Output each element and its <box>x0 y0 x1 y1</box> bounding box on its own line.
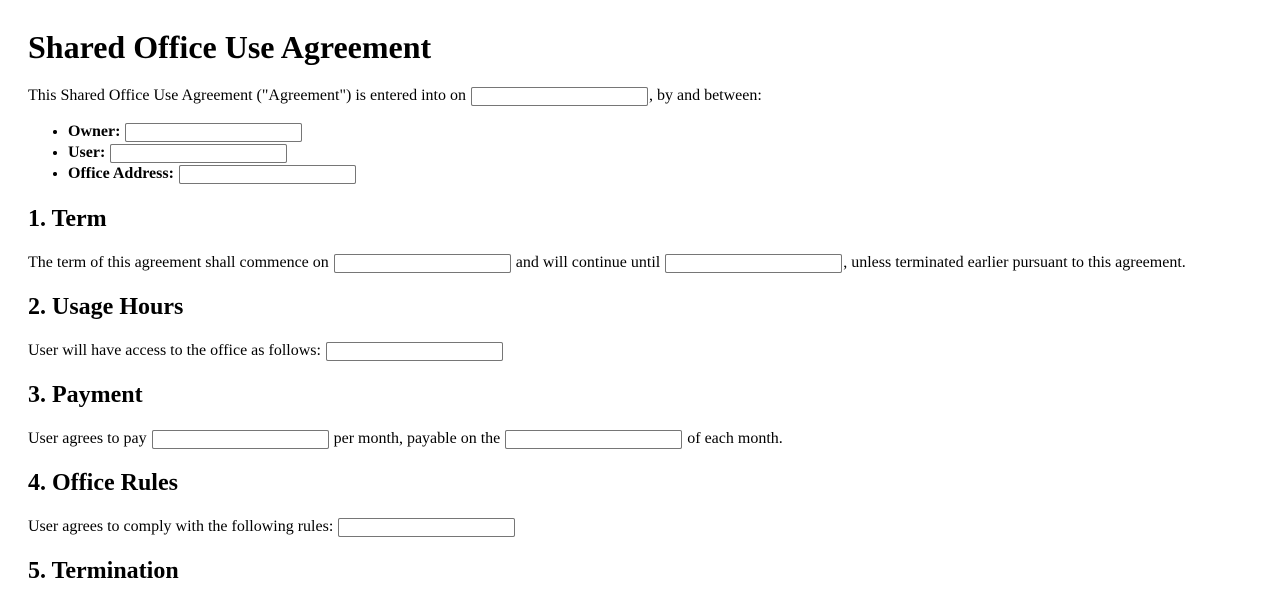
payment-amount-input[interactable] <box>152 430 329 449</box>
payment-text-3: of each month. <box>687 430 783 447</box>
section-heading-office-rules: 4. Office Rules <box>28 470 178 496</box>
user-input[interactable] <box>110 144 287 163</box>
section-heading-termination: 5. Termination <box>28 558 179 584</box>
section-heading-term: 1. Term <box>28 206 107 232</box>
term-end-input[interactable] <box>665 254 842 273</box>
intro-paragraph <box>28 86 762 106</box>
office-address-input[interactable] <box>179 165 356 184</box>
owner-input[interactable] <box>125 123 302 142</box>
agreement-date-input[interactable] <box>471 87 648 106</box>
parties-list <box>28 121 357 184</box>
payment-day-input[interactable] <box>505 430 682 449</box>
usage-hours-input[interactable] <box>326 342 503 361</box>
list-item-owner <box>68 121 357 142</box>
office-rules-input[interactable] <box>338 518 515 537</box>
term-text-1: The term of this agreement shall commence on <box>28 254 329 271</box>
usage-text: User will have access to the office as follows: <box>28 342 321 359</box>
payment-text-2: per month, payable on the <box>333 430 501 447</box>
term-text-2: and will continue until <box>515 254 661 271</box>
intro-text: This Shared Office Use Agreement ("Agreement") is entered into on <box>28 87 466 104</box>
page-title: Shared Office Use Agreement <box>28 29 432 65</box>
term-start-input[interactable] <box>334 254 511 273</box>
section-heading-usage-hours: 2. Usage Hours <box>28 294 184 320</box>
list-item-office-address <box>68 163 357 184</box>
term-text-3: , unless terminated earlier pursuant to this agreement. <box>843 254 1186 271</box>
usage-paragraph <box>28 341 504 361</box>
office-address-label: Office Address: <box>68 165 174 182</box>
rules-paragraph <box>28 517 516 537</box>
rules-text: User agrees to comply with the following rules: <box>28 518 334 535</box>
owner-label: Owner: <box>68 123 121 140</box>
section-heading-payment: 3. Payment <box>28 382 143 408</box>
list-item-user <box>68 142 357 163</box>
intro-text-after: , by and between: <box>648 87 762 104</box>
user-label: User: <box>68 144 106 161</box>
payment-text-1: User agrees to pay <box>28 430 147 447</box>
payment-paragraph <box>28 429 783 449</box>
term-paragraph <box>28 253 1186 273</box>
